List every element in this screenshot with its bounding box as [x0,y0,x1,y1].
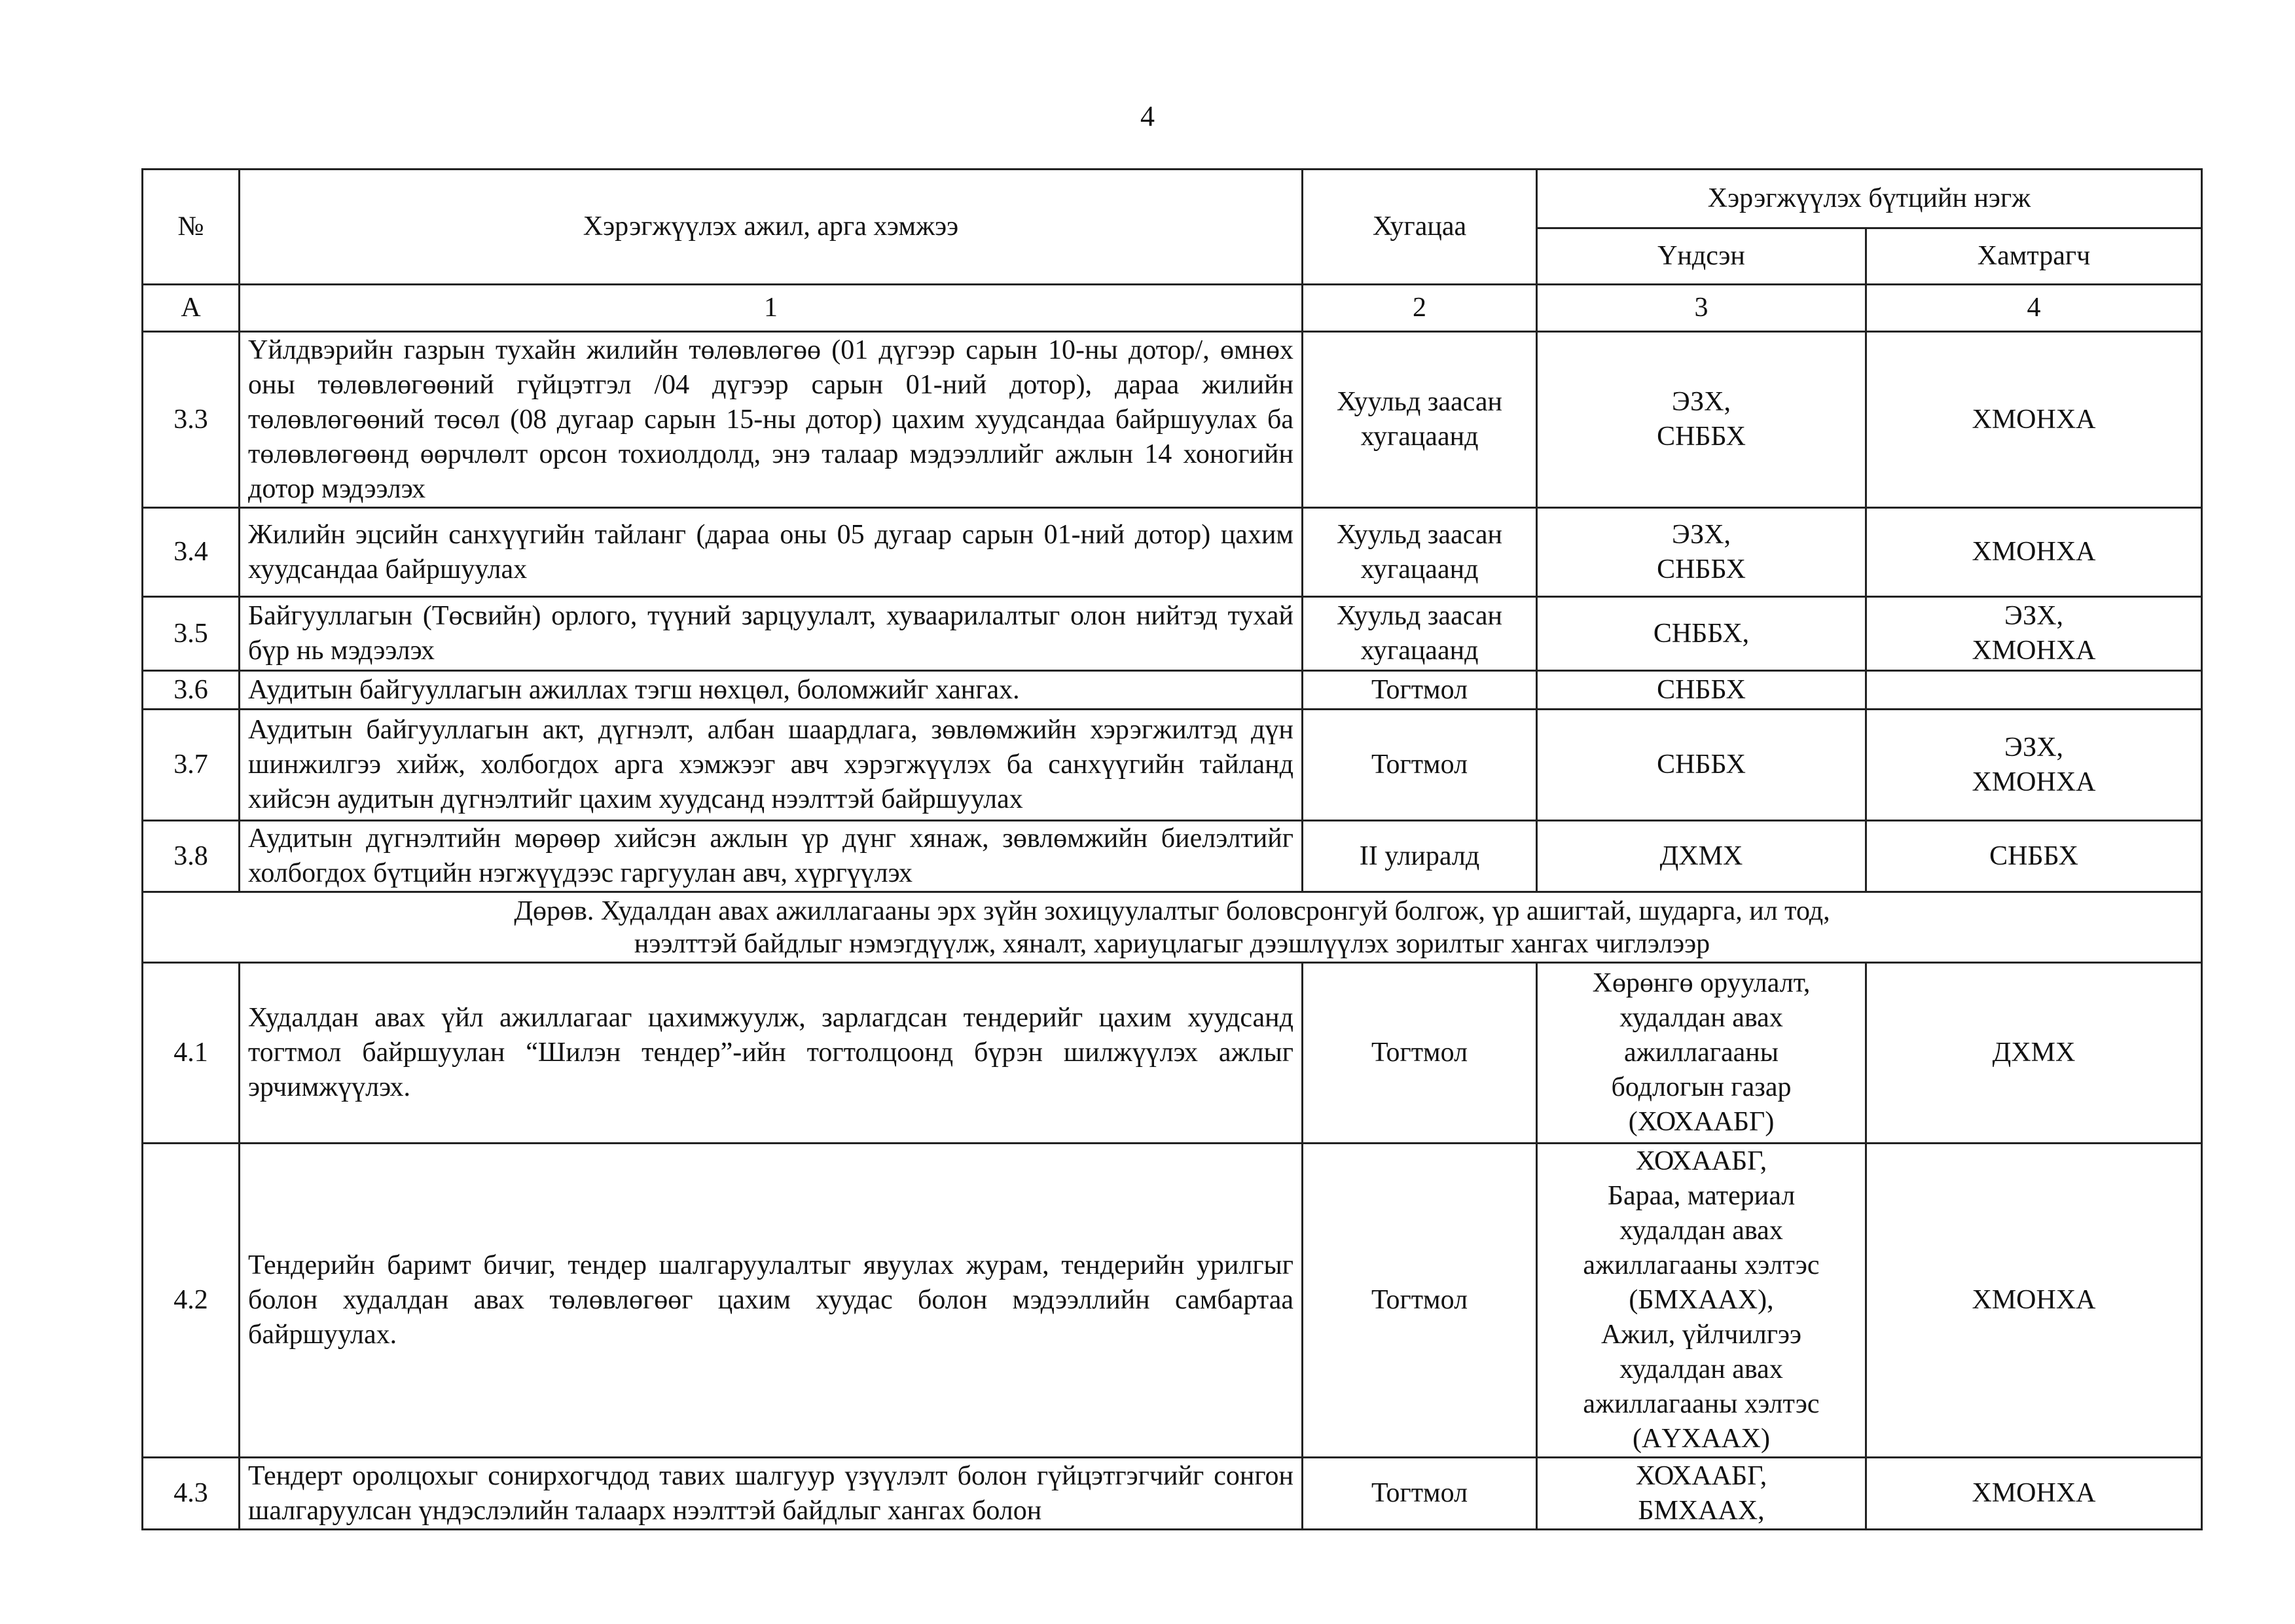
row-main-unit: ЭЗХ, СНББХ [1537,332,1866,508]
row-number: 3.4 [143,508,240,597]
row-main-unit: ХОХААБГ, Бараа, материал худалдан авах ажиллагааны хэлтэс (БМХААХ), Ажил, үйлчилгээ худалдан авах ажиллагааны хэлтэс (АҮХААХ) [1537,1144,1866,1458]
row-deadline: Тогтмол [1303,710,1537,821]
row-task: Байгууллагын (Төсвийн) орлого, түүний зарцуулалт, хуваарилалтыг олон нийтэд тухай бүр нь мэдээлэх [240,597,1303,671]
index-main: 3 [1537,285,1866,332]
header-row-top [143,170,2202,228]
index-partner: 4 [1866,285,2202,332]
index-deadline: 2 [1303,285,1537,332]
row-task: Жилийн эцсийн санхүүгийн тайланг (дараа оны 05 дугаар сарын 01-ний дотор) цахим хуудсандаа байршуулах [240,508,1303,597]
row-main-unit: Хөрөнгө оруулалт, худалдан авах ажиллагааны бодлогын газар (ХОХААБГ) [1537,963,1866,1144]
row-number: 4.2 [143,1144,240,1458]
row-deadline: II улиралд [1303,821,1537,892]
row-deadline: Тогтмол [1303,671,1537,710]
header-partner-unit: Хамтрагч [1866,228,2202,285]
row-number: 4.1 [143,963,240,1144]
row-number: 3.7 [143,710,240,821]
column-index-row [143,285,2202,332]
table-row [143,671,2202,710]
row-deadline: Тогтмол [1303,963,1537,1144]
row-number: 3.5 [143,597,240,671]
index-task: 1 [240,285,1303,332]
row-deadline: Тогтмол [1303,1144,1537,1458]
row-partner-unit: ХМОНХА [1866,332,2202,508]
row-task: Аудитын байгууллагын акт, дүгнэлт, албан шаардлага, зөвлөмжийн хэрэгжилтэд дүн шинжилгээ хийж, холбогдох арга хэмжээг авч хэрэгжүүлэх ба санхүүгийн тайланд хийсэн аудитын дүгнэлтийг цахим хуудсанд нээлттэй байршуулах [240,710,1303,821]
table-row [143,821,2202,892]
row-deadline: Хуульд заасан хугацаанд [1303,332,1537,508]
header-num: № [143,170,240,285]
table-row [143,597,2202,671]
row-partner-unit: ЭЗХ, ХМОНХА [1866,597,2202,671]
row-task: Тендерийн баримт бичиг, тендер шалгаруулалтыг явуулах журам, тендерийн урилгыг болон худалдан авах төлөвлөгөөг цахим хуудас болон мэдээллийн самбартаа байршуулах. [240,1144,1303,1458]
section-heading-row [143,892,2202,963]
table-row [143,963,2202,1144]
row-partner-unit: ХМОНХА [1866,1144,2202,1458]
row-partner-unit: ДХМХ [1866,963,2202,1144]
row-main-unit: СНББХ, [1537,597,1866,671]
row-task: Аудитын байгууллагын ажиллах тэгш нөхцөл, боломжийг хангах. [240,671,1303,710]
table-row [143,508,2202,597]
row-task: Тендерт оролцохыг сонирхогчдод тавих шалгуур үзүүлэлт болон гүйцэтгэгчийг сонгон шалгаруулсан үндэслэлийн талаарх нээлттэй байдлыг хангах болон [240,1458,1303,1530]
index-num: А [143,285,240,332]
header-deadline: Хугацаа [1303,170,1537,285]
row-task: Үйлдвэрийн газрын тухайн жилийн төлөвлөгөө (01 дүгээр сарын 10-ны дотор/, өмнөх оны төлөвлөгөөний гүйцэтгэл /04 дүгээр сарын 01-ний дотор), дараа жилийн төлөвлөгөөний төсөл (08 дугаар сарын 15-ны дотор) цахим хуудсандаа байршуулах ба төлөвлөгөөнд өөрчлөлт орсон тохиолдолд, энэ талаар мэдээллийг ажлын 14 хоногийн дотор мэдээлэх [240,332,1303,508]
row-partner-unit [1866,671,2202,710]
page-number: 4 [1140,100,1155,132]
row-deadline: Хуульд заасан хугацаанд [1303,508,1537,597]
row-partner-unit: ХМОНХА [1866,508,2202,597]
row-number: 3.3 [143,332,240,508]
row-main-unit: СНББХ [1537,710,1866,821]
row-deadline: Тогтмол [1303,1458,1537,1530]
row-main-unit: ЭЗХ, СНББХ [1537,508,1866,597]
header-unit-group: Хэрэгжүүлэх бүтцийн нэгж [1537,170,2202,228]
row-partner-unit: ХМОНХА [1866,1458,2202,1530]
row-number: 3.8 [143,821,240,892]
table-row [143,1144,2202,1458]
header-task: Хэрэгжүүлэх ажил, арга хэмжээ [240,170,1303,285]
row-number: 4.3 [143,1458,240,1530]
row-deadline: Хуульд заасан хугацаанд [1303,597,1537,671]
table-row [143,710,2202,821]
table-row [143,1458,2202,1530]
action-plan-table [141,168,2203,1530]
row-partner-unit: СНББХ [1866,821,2202,892]
row-number: 3.6 [143,671,240,710]
section-heading: Дөрөв. Худалдан авах ажиллагааны эрх зүйн зохицуулалтыг боловсронгуй болгож, үр ашигтай, шударга, ил тод, нээлттэй байдлыг нэмэгдүүлж, хяналт, хариуцлагыг дээшлүүлэх зорилтыг хангах чиглэлээр [143,892,2202,963]
row-main-unit: СНББХ [1537,671,1866,710]
row-partner-unit: ЭЗХ, ХМОНХА [1866,710,2202,821]
header-main-unit: Үндсэн [1537,228,1866,285]
row-task: Аудитын дүгнэлтийн мөрөөр хийсэн ажлын үр дүнг хянаж, зөвлөмжийн биелэлтийг холбогдох бүтцийн нэгжүүдээс гаргуулан авч, хүргүүлэх [240,821,1303,892]
table-row [143,332,2202,508]
row-task: Худалдан авах үйл ажиллагааг цахимжуулж, зарлагдсан тендерийг цахим хуудсанд тогтмол байршуулан “Шилэн тендер”-ийн тогтолцоонд бүрэн шилжүүлэх ажлыг эрчимжүүлэх. [240,963,1303,1144]
row-main-unit: ХОХААБГ, БМХААХ, [1537,1458,1866,1530]
row-main-unit: ДХМХ [1537,821,1866,892]
